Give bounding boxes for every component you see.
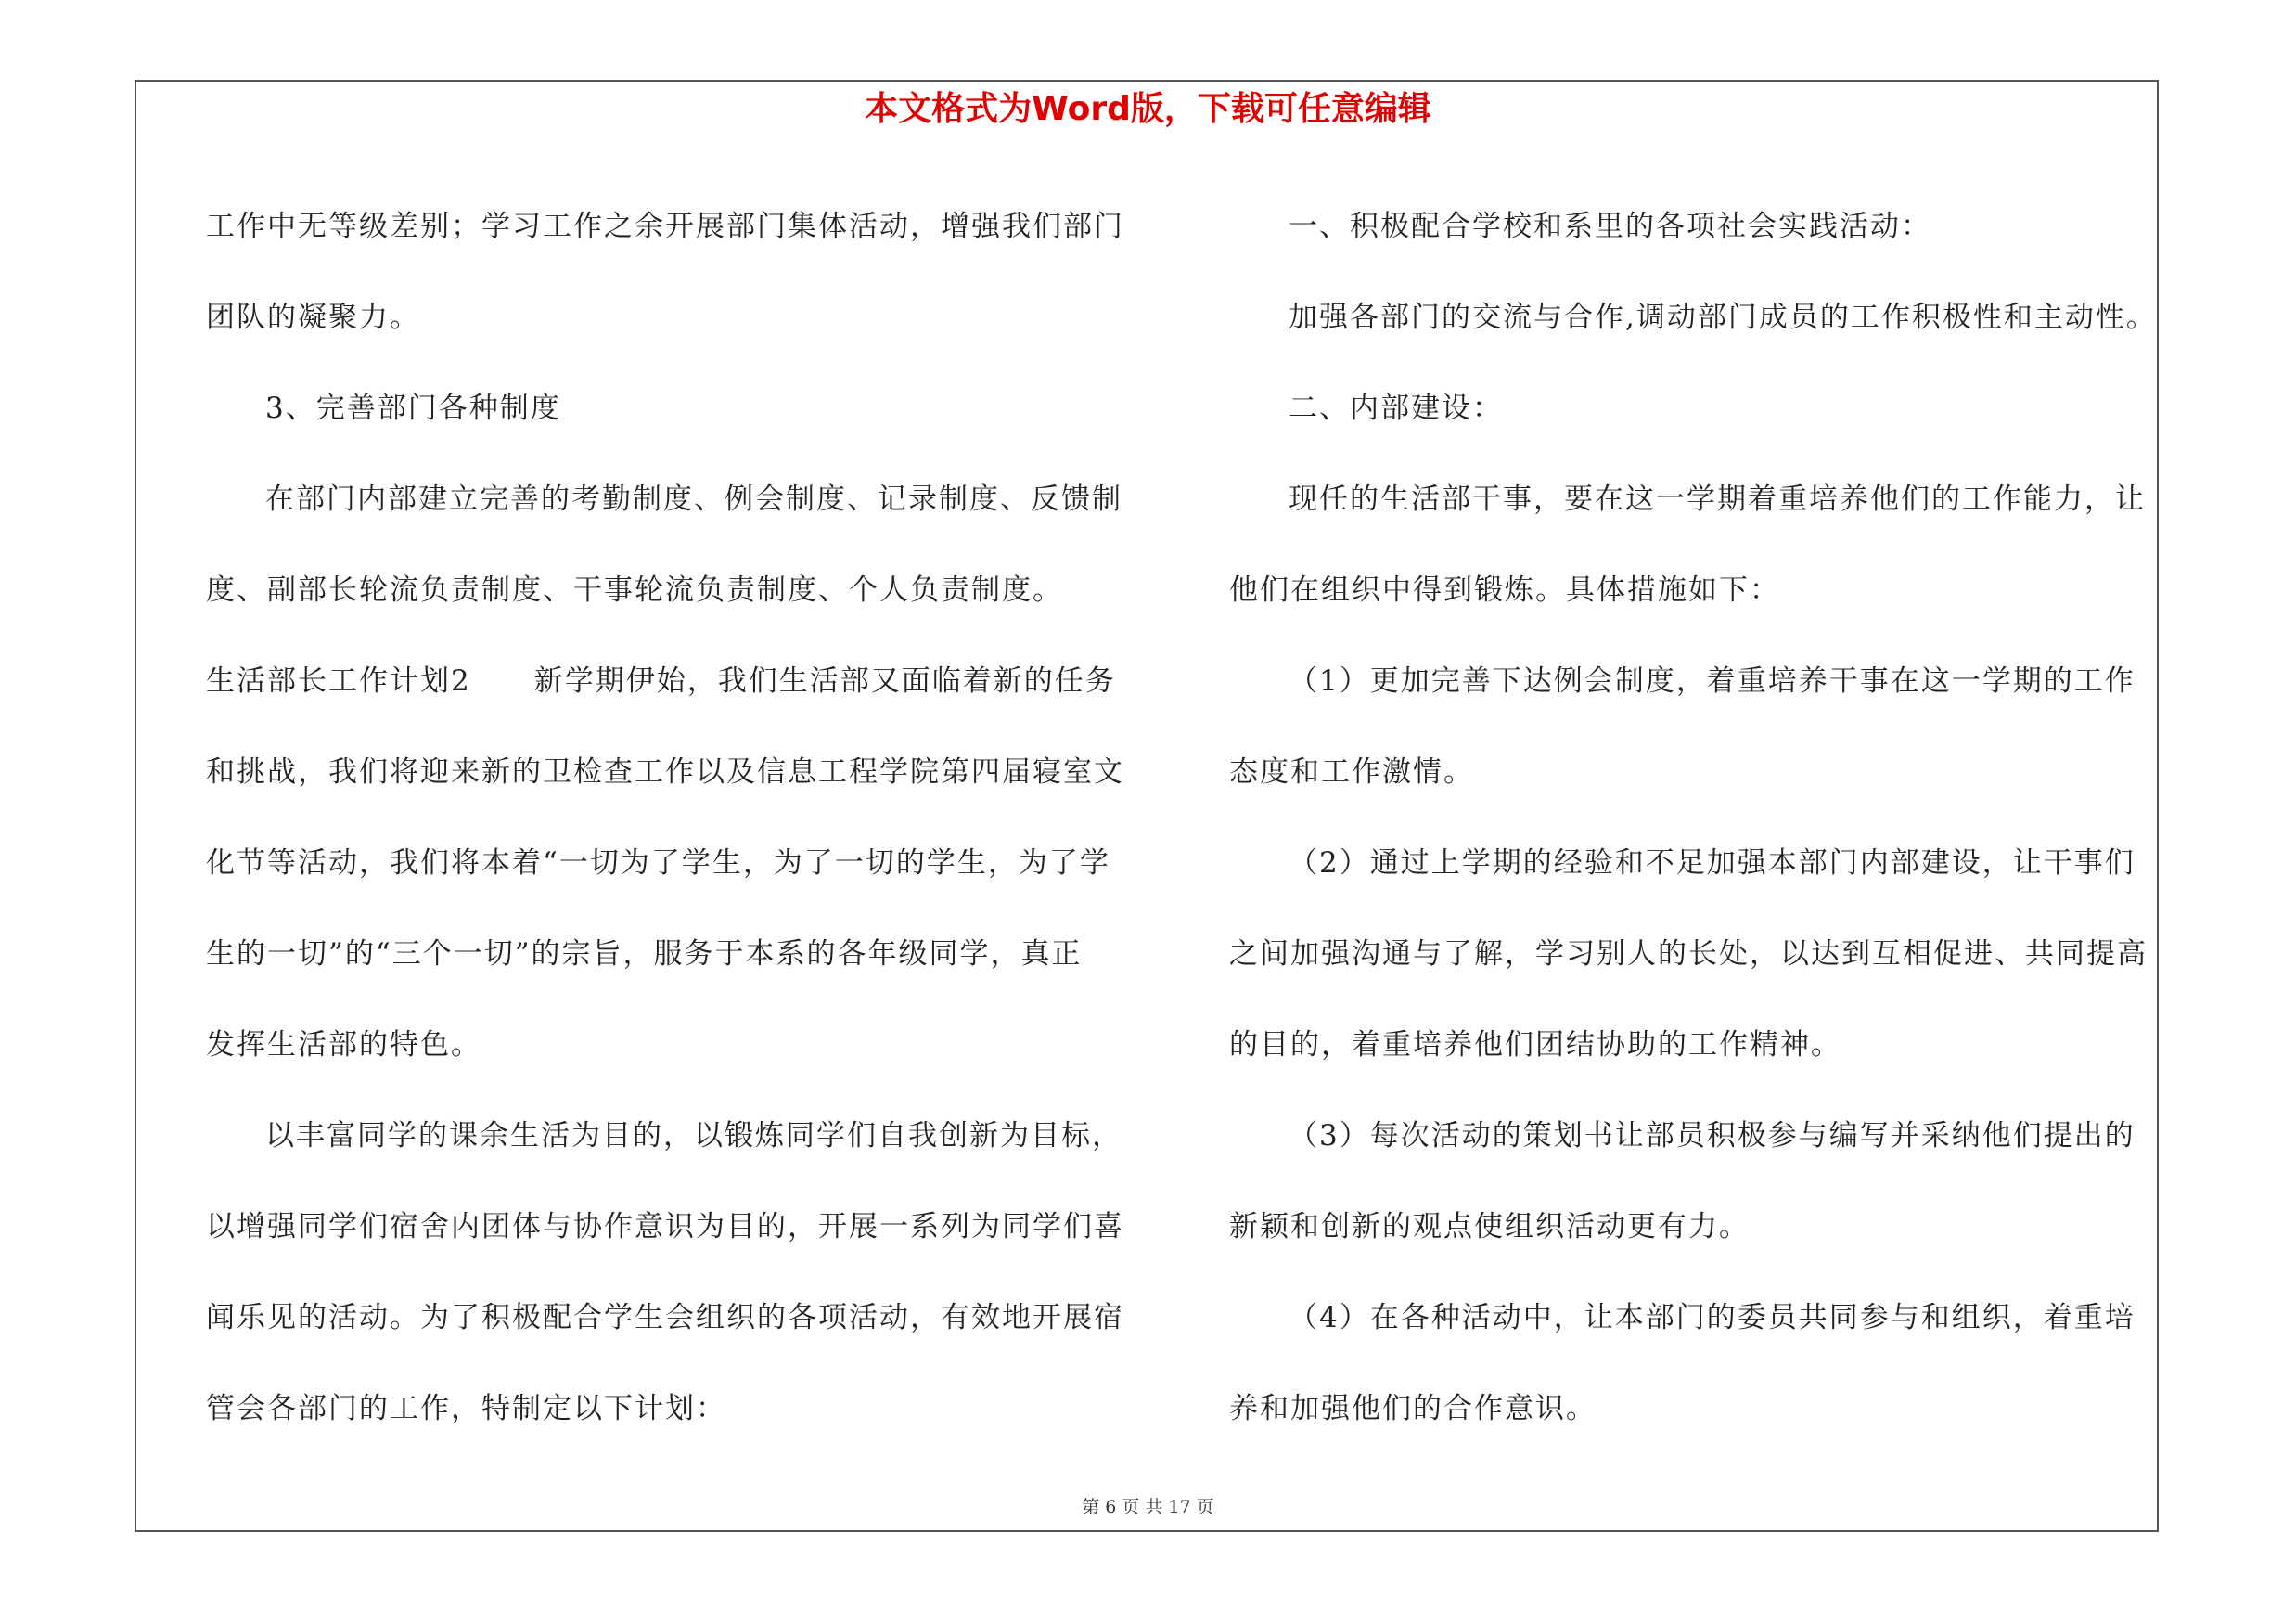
paragraph-line: 养和加强他们的合作意识。 [1229,1392,1597,1425]
paragraph-line: 管会各部门的工作，特制定以下计划： [206,1392,726,1425]
paragraph-line: 新颖和创新的观点使组织活动更有力。 [1229,1210,1750,1243]
paragraph-line: 生的一切”的“三个一切”的宗旨，服务于本系的各年级同学，真正 [206,937,1083,971]
section-heading: 3、完善部门各种制度 [265,392,561,425]
paragraph-line [206,636,1134,727]
list-item: （4）在各种活动中，让本部门的委员共同参与和组织，着重培 [1289,1301,2136,1334]
paragraph-line: 度、副部长轮流负责制度、干事轮流负责制度、个人负责制度。 [206,573,1063,607]
list-item: （1）更加完善下达例会制度，着重培养干事在这一学期的工作 [1289,664,2136,698]
paragraph-line: 化节等活动，我们将本着“一切为了学生，为了一切的学生，为了学 [206,846,1110,880]
left-column [206,181,1134,1454]
paragraph-line: 之间加强沟通与了解，学习别人的长处，以达到互相促进、共同提高 [1229,937,2148,971]
paragraph-line: 态度和工作激情。 [1229,755,1474,789]
paragraph-line: 现任的生活部干事，要在这一学期着重培养他们的工作能力，让 [1289,483,2146,516]
plan-intro: 新学期伊始，我们生活部又面临着新的任务 [533,664,1116,698]
list-item: （2）通过上学期的经验和不足加强本部门内部建设，让干事们 [1289,846,2136,880]
paragraph-line: 和挑战，我们将迎来新的卫检查工作以及信息工程学院第四届寝室文 [206,755,1124,789]
paragraph-line: 他们在组织中得到锻炼。具体措施如下： [1229,573,1780,607]
section-heading: 一、积极配合学校和系里的各项社会实践活动： [1289,210,1931,243]
right-column [1229,181,2185,1454]
paragraph-line: 发挥生活部的特色。 [206,1028,481,1062]
page-number-footer: 第 6 页 共 17 页 [1082,1497,1214,1517]
plan-title: 生活部长工作计划2 [206,664,471,698]
paragraph-line: 工作中无等级差别；学习工作之余开展部门集体活动，增强我们部门 [206,210,1124,243]
paragraph-line: 的目的，着重培养他们团结协助的工作精神。 [1229,1028,1841,1062]
paragraph-line: 加强各部门的交流与合作,调动部门成员的工作积极性和主动性。 [1289,301,2157,334]
paragraph-line: 团队的凝聚力。 [206,301,420,334]
paragraph-line: 以增强同学们宿舍内团体与协作意识为目的，开展一系列为同学们喜 [206,1210,1124,1243]
format-banner: 本文格式为Word版，下载可任意编辑 [865,90,1431,128]
paragraph-line: 闻乐见的活动。为了积极配合学生会组织的各项活动，有效地开展宿 [206,1301,1124,1334]
list-item: （3）每次活动的策划书让部员积极参与编写并采纳他们提出的 [1289,1119,2136,1153]
section-heading: 二、内部建设： [1289,392,1503,425]
paragraph-line: 以丰富同学的课余生活为目的，以锻炼同学们自我创新为目标， [265,1119,1122,1153]
paragraph-line: 在部门内部建立完善的考勤制度、例会制度、记录制度、反馈制 [265,483,1122,516]
